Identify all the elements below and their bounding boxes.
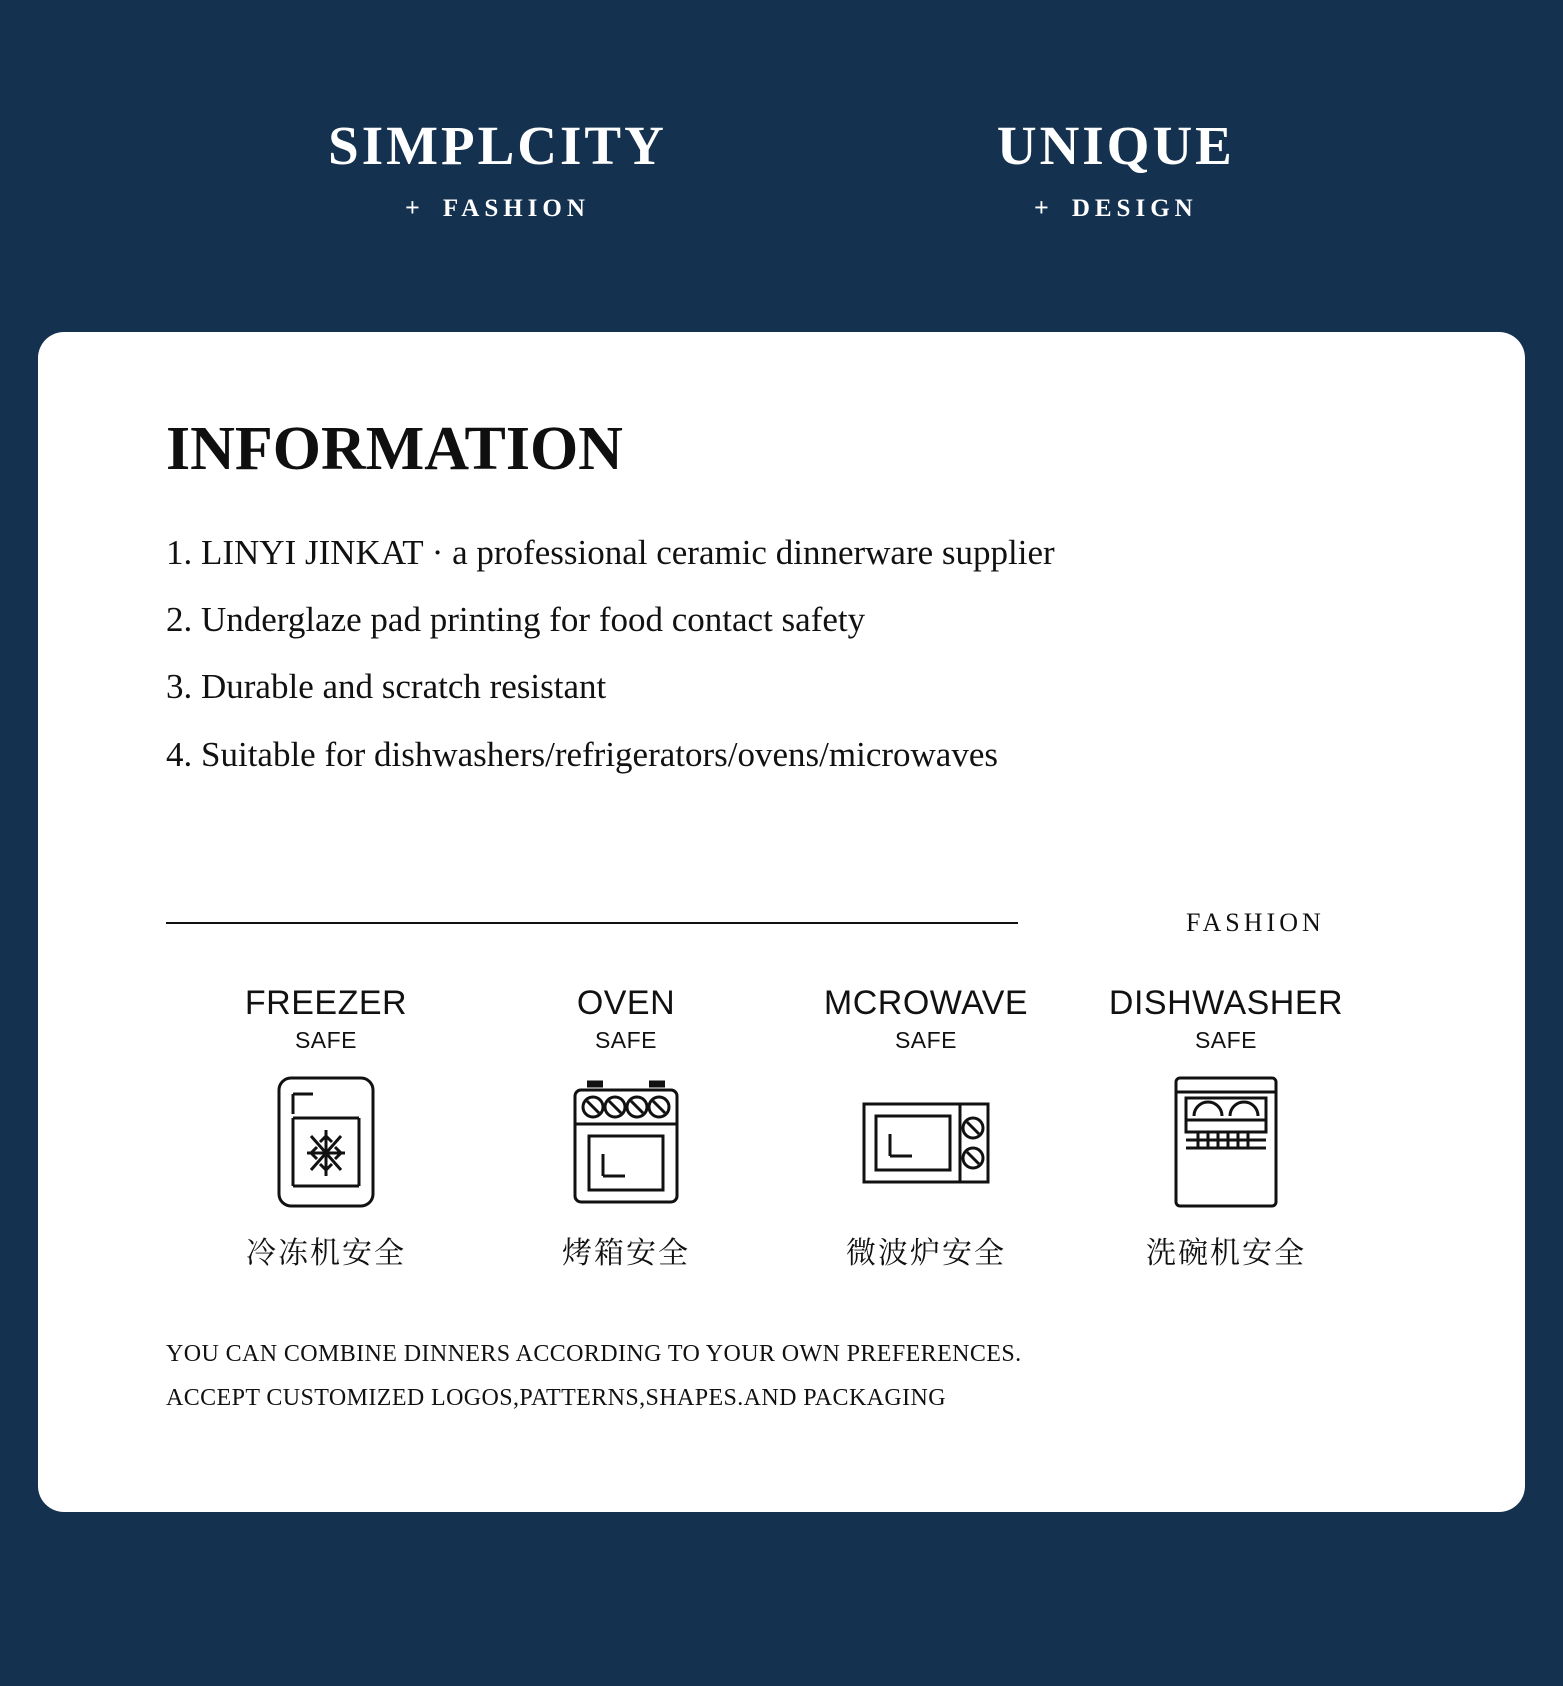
information-card: [38, 332, 1525, 1512]
feature-microwave: [776, 984, 1076, 1272]
note-line: ACCEPT CUSTOMIZED LOGOS,PATTERNS,SHAPES.AND PACKAGING: [166, 1385, 947, 1412]
feature-subtitle: SAFE: [594, 1026, 658, 1053]
header-subtitle-design-text: DESIGN: [1071, 195, 1198, 222]
dishwasher-icon: [1076, 1072, 1376, 1212]
information-list: [166, 519, 1397, 788]
feature-title: OVEN: [576, 983, 676, 1022]
feature-dishwasher: [1076, 984, 1376, 1272]
list-item: 2. Underglaze pad printing for food contact safety: [166, 600, 866, 640]
list-item: 4. Suitable for dishwashers/refrigerators/ovens/microwaves: [166, 734, 998, 774]
list-item: 3. Durable and scratch resistant: [166, 667, 607, 707]
feature-subtitle: SAFE: [894, 1026, 958, 1053]
footer-notes: [166, 1332, 1397, 1421]
feature-freezer: [176, 984, 476, 1272]
feature-title: MCROWAVE: [823, 983, 1029, 1022]
header-title-unique: UNIQUE: [996, 115, 1235, 176]
note-line: YOU CAN COMBINE DINNERS ACCORDING TO YOUR OWN PREFERENCES.: [166, 1340, 1022, 1367]
divider-row: [166, 908, 1397, 938]
feature-title: DISHWASHER: [1108, 983, 1344, 1022]
feature-oven: [476, 984, 776, 1272]
plus-icon: +: [405, 193, 425, 222]
fashion-label: FASHION: [1186, 907, 1325, 937]
feature-icons-row: [166, 984, 1397, 1272]
feature-label-cn: 微波炉安全: [846, 1236, 1006, 1270]
divider: [166, 922, 1018, 924]
header-subtitle-fashion: [328, 193, 667, 223]
list-item: 1. LINYI JINKAT · a professional ceramic dinnerware supplier: [166, 533, 1055, 572]
plus-icon: +: [1034, 193, 1054, 222]
header-title-simplcity: SIMPLCITY: [328, 115, 667, 176]
freezer-icon: [176, 1072, 476, 1212]
page-title: INFORMATION: [166, 415, 623, 483]
feature-label-cn: 洗碗机安全: [1146, 1236, 1306, 1270]
card-content: [38, 414, 1525, 1421]
feature-subtitle: SAFE: [294, 1026, 358, 1053]
feature-label-cn: 冷冻机安全: [246, 1236, 406, 1270]
header-block-right: [996, 115, 1235, 223]
header-block-left: [328, 115, 667, 223]
header: [0, 0, 1563, 223]
feature-subtitle: SAFE: [1194, 1026, 1258, 1053]
oven-icon: [476, 1072, 776, 1212]
feature-title: FREEZER: [244, 983, 408, 1022]
header-subtitle-design: [997, 193, 1235, 223]
header-subtitle-fashion-text: FASHION: [442, 195, 590, 222]
feature-label-cn: 烤箱安全: [562, 1236, 690, 1270]
microwave-icon: [776, 1072, 1076, 1212]
